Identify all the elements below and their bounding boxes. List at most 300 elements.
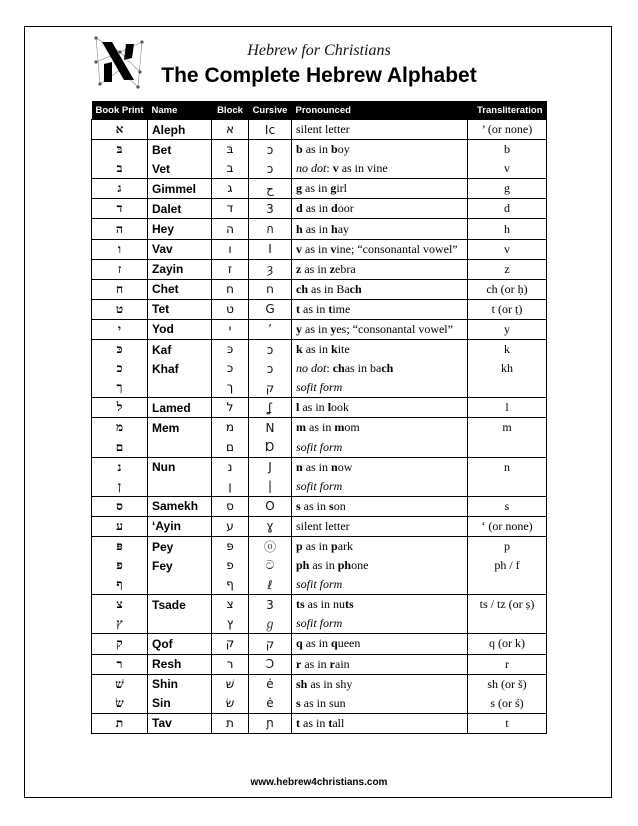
book-print-letter: ם (92, 438, 148, 458)
table-row (92, 279, 547, 299)
transliteration: g (468, 179, 547, 199)
cursive-letter: ȝ (249, 259, 292, 279)
pronunciation-part: k (296, 342, 303, 357)
block-letter: ג (212, 179, 249, 199)
cursive-letter: ℓ (249, 575, 292, 595)
pronunciation-part: d (331, 201, 338, 216)
transliteration: ‘ (or none) (468, 516, 547, 536)
transliteration: z (468, 259, 547, 279)
cursive-letter: J (249, 457, 292, 477)
pronunciation-part: as in (300, 301, 329, 316)
table-row (92, 199, 547, 219)
cursive-letter: ↄ (249, 340, 292, 360)
pronunciation (292, 120, 468, 140)
book-print-letter: ת (92, 713, 148, 733)
pronunciation-part: as in Ba (308, 281, 350, 296)
pronunciation-part: ain (335, 656, 350, 671)
block-letter: ו (212, 239, 249, 259)
letter-name: Khaf (148, 359, 212, 378)
cursive-letter: ↄ (249, 159, 292, 179)
block-letter: ת (212, 713, 249, 733)
pronunciation (292, 438, 468, 458)
block-letter: ם (212, 438, 249, 458)
table-row (92, 239, 547, 259)
pronunciation-part: as in (302, 201, 332, 216)
transliteration: v (468, 159, 547, 179)
cursive-letter: ’ (249, 319, 292, 339)
pronunciation-part: h (296, 221, 303, 236)
pronunciation (292, 179, 468, 199)
pronunciation-part: : (326, 361, 333, 376)
site-title: Hebrew for Christians (247, 42, 391, 59)
pronunciation-part: on (333, 498, 346, 513)
transliteration (468, 477, 547, 497)
pronunciation-part: s (296, 498, 301, 513)
letter-name (148, 438, 212, 458)
book-print-letter: ך (92, 378, 148, 398)
block-letter: ד (212, 199, 249, 219)
pronunciation-part: as in (300, 498, 330, 513)
table-row (92, 299, 547, 319)
pronunciation-part: ueen (337, 636, 361, 651)
block-letter: פ (212, 556, 249, 575)
table-row (92, 259, 547, 279)
pronunciation (292, 140, 468, 160)
block-letter: ף (212, 575, 249, 595)
pronunciation (292, 477, 468, 497)
pronunciation (292, 496, 468, 516)
col-header-pronounced: Pronounced (292, 101, 468, 120)
pronunciation (292, 199, 468, 219)
book-print-letter: פ (92, 556, 148, 575)
letter-name: Dalet (148, 199, 212, 219)
table-row (92, 713, 547, 733)
letter-name: Vet (148, 159, 212, 179)
cursive-letter: N (249, 418, 292, 438)
pronunciation (292, 418, 468, 438)
book-print-letter: ג (92, 179, 148, 199)
letter-name: Tav (148, 713, 212, 733)
cursive-letter: ↄ (249, 359, 292, 378)
cursive-letter: ė (249, 674, 292, 694)
cursive-letter: G (249, 299, 292, 319)
cursive-letter: | (249, 477, 292, 497)
transliteration: n (468, 457, 547, 477)
letter-name (148, 614, 212, 634)
table-row (92, 556, 547, 575)
book-print-letter: כּ (92, 340, 148, 360)
block-letter: ח (212, 279, 249, 299)
book-print-letter: כ (92, 359, 148, 378)
pronunciation-part: as in (302, 241, 331, 256)
letter-name: ‘Ayin (148, 516, 212, 536)
block-letter: ל (212, 398, 249, 418)
pronunciation-part: p (331, 539, 338, 554)
transliteration (468, 575, 547, 595)
pronunciation (292, 319, 468, 339)
pronunciation-part: r (296, 656, 302, 671)
pronunciation-part: k (331, 342, 338, 357)
pronunciation-part: ark (337, 539, 354, 554)
letter-name: Shin (148, 674, 212, 694)
block-letter: פּ (212, 536, 249, 556)
pronunciation (292, 398, 468, 418)
table-row (92, 120, 547, 140)
pronunciation-part: y (330, 321, 337, 336)
book-print-letter: ן (92, 477, 148, 497)
letter-name: Chet (148, 279, 212, 299)
block-letter: ק (212, 634, 249, 654)
table-row (92, 516, 547, 536)
book-print-letter: ח (92, 279, 148, 299)
pronunciation (292, 359, 468, 378)
pronunciation-part: as in (302, 221, 332, 236)
block-letter: צ (212, 595, 249, 615)
book-print-letter: ה (92, 219, 148, 239)
pronunciation-part: z (329, 261, 335, 276)
pronunciation-part: q (296, 636, 303, 651)
cursive-letter: ח (249, 279, 292, 299)
transliteration: s (or ś) (468, 694, 547, 714)
pronunciation-part: ch (332, 361, 345, 376)
cursive-letter: 3 (249, 595, 292, 615)
pronunciation-part: as in (302, 321, 331, 336)
pronunciation-part: no dot (296, 161, 327, 176)
pronunciation-part: ine; “consonantal vowel” (336, 241, 458, 256)
letter-name (148, 575, 212, 595)
letter-name: Resh (148, 654, 212, 674)
pronunciation-part: ch (296, 281, 308, 296)
letter-name: Pey (148, 536, 212, 556)
cursive-letter: I (249, 239, 292, 259)
pronunciation-part: ch (381, 361, 394, 376)
pronunciation-part: no dot (296, 361, 327, 376)
col-header-block: Block (212, 101, 249, 120)
pronunciation-part: as in (306, 420, 335, 435)
cursive-letter: ɲ (249, 713, 292, 733)
pronunciation-part: as in (302, 181, 331, 196)
block-letter: ז (212, 259, 249, 279)
table-row (92, 140, 547, 160)
table-row (92, 378, 547, 398)
pronunciation-part: om (344, 420, 360, 435)
alphabet-table (91, 101, 547, 734)
block-letter: כ (212, 359, 249, 378)
transliteration: l (468, 398, 547, 418)
transliteration: b (468, 140, 547, 160)
book-print-letter: ז (92, 259, 148, 279)
pronunciation (292, 239, 468, 259)
block-letter: ע (212, 516, 249, 536)
table-row (92, 694, 547, 714)
letter-name: Samekh (148, 496, 212, 516)
pronunciation (292, 614, 468, 634)
pronunciation-part: sofit form (296, 439, 343, 454)
transliteration: r (468, 654, 547, 674)
cursive-letter: ℊ (249, 614, 292, 634)
pronunciation-part: as in (302, 459, 332, 474)
pronunciation-part: as in (301, 261, 330, 276)
book-print-letter: מ (92, 418, 148, 438)
pronunciation-part: t (328, 301, 333, 316)
table-header-row (92, 101, 547, 120)
pronunciation (292, 516, 468, 536)
pronunciation-part: as in (302, 539, 332, 554)
book-print-letter: ב (92, 159, 148, 179)
pronunciation-part: ch (349, 281, 362, 296)
pronunciation-part: m (296, 420, 306, 435)
table-row (92, 634, 547, 654)
pronunciation-part: l (327, 400, 332, 415)
table-row (92, 418, 547, 438)
cursive-letter: ʆ (249, 398, 292, 418)
pronunciation-part: as in (299, 400, 328, 415)
block-letter: א (212, 120, 249, 140)
pronunciation (292, 219, 468, 239)
pronunciation-part: h (331, 221, 338, 236)
pronunciation (292, 536, 468, 556)
pronunciation-part: t (328, 715, 333, 730)
pronunciation-part: sofit form (296, 478, 343, 493)
pronunciation-part: sofit form (296, 577, 343, 592)
transliteration (468, 614, 547, 634)
block-letter: ך (212, 378, 249, 398)
pronunciation-part: all (332, 715, 345, 730)
pronunciation-part: n (296, 459, 303, 474)
pronunciation-part: z (296, 261, 302, 276)
pronunciation-part: r (329, 656, 335, 671)
table-row (92, 159, 547, 179)
table-row (92, 359, 547, 378)
letter-name: Tsade (148, 595, 212, 615)
pronunciation-part: b (331, 142, 338, 157)
block-letter: ר (212, 654, 249, 674)
pronunciation-part: v (296, 241, 302, 256)
pronunciation-part: as in (300, 715, 329, 730)
block-letter: ס (212, 496, 249, 516)
pronunciation-part: d (296, 201, 303, 216)
col-header-cursive: Cursive (249, 101, 292, 120)
col-header-transliteration: Transliteration (468, 101, 547, 120)
pronunciation-part: g (330, 181, 337, 196)
pronunciation-part: t (296, 301, 300, 316)
transliteration: y (468, 319, 547, 339)
block-letter: כּ (212, 340, 249, 360)
book-print-letter: צ (92, 595, 148, 615)
pronunciation-part: ts (345, 597, 354, 612)
transliteration (468, 438, 547, 458)
transliteration: q (or k) (468, 634, 547, 654)
pronunciation-part: as in sun (300, 695, 346, 710)
block-letter: נ (212, 457, 249, 477)
pronunciation-part: sofit form (296, 380, 343, 395)
transliteration: d (468, 199, 547, 219)
pronunciation (292, 299, 468, 319)
table-row (92, 477, 547, 497)
block-letter: ה (212, 219, 249, 239)
pronunciation-part: one (351, 558, 369, 573)
transliteration: h (468, 219, 547, 239)
letter-name: Vav (148, 239, 212, 259)
block-letter: ן (212, 477, 249, 497)
pronunciation-part: m (334, 420, 345, 435)
block-letter: ב (212, 159, 249, 179)
col-header-book-print: Book Print (92, 101, 148, 120)
transliteration: s (468, 496, 547, 516)
pronunciation-part: p (296, 539, 303, 554)
book-print-letter: ס (92, 496, 148, 516)
letter-name: Yod (148, 319, 212, 339)
pronunciation (292, 694, 468, 714)
pronunciation-part: ow (337, 459, 353, 474)
book-print-letter: ק (92, 634, 148, 654)
table-row (92, 219, 547, 239)
transliteration: t (468, 713, 547, 733)
transliteration: p (468, 536, 547, 556)
pronunciation-part: irl (336, 181, 348, 196)
transliteration: kh (468, 359, 547, 378)
pronunciation-part: oy (337, 142, 350, 157)
book-print-letter: בּ (92, 140, 148, 160)
book-print-letter: נ (92, 457, 148, 477)
pronunciation-part: l (296, 400, 300, 415)
book-print-letter: ף (92, 575, 148, 595)
block-letter: שׁ (212, 674, 249, 694)
pronunciation-part: es; “consonantal vowel” (336, 321, 453, 336)
pronunciation (292, 159, 468, 179)
book-print-letter: ע (92, 516, 148, 536)
cursive-letter: ɣ (249, 516, 292, 536)
letter-name: Tet (148, 299, 212, 319)
cursive-letter: ק (249, 378, 292, 398)
pronunciation-part: sofit form (296, 616, 343, 631)
book-print-letter: שׂ (92, 694, 148, 714)
letter-name: Hey (148, 219, 212, 239)
pronunciation-part: silent letter (296, 518, 350, 533)
transliteration: ph / f (468, 556, 547, 575)
block-letter: ץ (212, 614, 249, 634)
pronunciation-part: s (329, 498, 334, 513)
block-letter: שׂ (212, 694, 249, 714)
pronunciation-part: ite (337, 342, 350, 357)
table-row (92, 179, 547, 199)
book-print-letter: ט (92, 299, 148, 319)
book-print-letter: ר (92, 654, 148, 674)
letter-name: Aleph (148, 120, 212, 140)
cursive-letter: Ɔ (249, 654, 292, 674)
transliteration: sh (or š) (468, 674, 547, 694)
table-row (92, 536, 547, 556)
pronunciation-part: s (296, 695, 301, 710)
pronunciation (292, 713, 468, 733)
pronunciation-part: t (296, 715, 300, 730)
book-print-letter: א (92, 120, 148, 140)
letter-name: Gimmel (148, 179, 212, 199)
pronunciation (292, 378, 468, 398)
pronunciation-part: ime (332, 301, 351, 316)
transliteration: m (468, 418, 547, 438)
cursive-letter: ⓞ (249, 536, 292, 556)
pronunciation (292, 674, 468, 694)
block-letter: י (212, 319, 249, 339)
block-letter: ט (212, 299, 249, 319)
transliteration: v (468, 239, 547, 259)
table-row (92, 575, 547, 595)
pronunciation-part: v (330, 241, 337, 256)
pronunciation-part: as in (302, 142, 332, 157)
pronunciation-part: ts (296, 597, 305, 612)
book-print-letter: ץ (92, 614, 148, 634)
book-print-letter: ד (92, 199, 148, 219)
block-letter: בּ (212, 140, 249, 160)
table-row (92, 654, 547, 674)
cursive-letter: Ic (249, 120, 292, 140)
letter-name: Zayin (148, 259, 212, 279)
pronunciation-part: sh (296, 676, 308, 691)
transliteration: ch (or ḥ) (468, 279, 547, 299)
pronunciation (292, 654, 468, 674)
pronunciation-part: as in vine (338, 161, 388, 176)
book-print-letter: ל (92, 398, 148, 418)
pronunciation (292, 634, 468, 654)
pronunciation-part: ook (331, 400, 350, 415)
pronunciation (292, 575, 468, 595)
pronunciation (292, 259, 468, 279)
cursive-letter: O (249, 496, 292, 516)
letter-name: Kaf (148, 340, 212, 360)
page-title: The Complete Hebrew Alphabet (161, 64, 477, 87)
pronunciation-part: as in (302, 636, 332, 651)
transliteration: ’ (or none) (468, 120, 547, 140)
letter-name: Mem (148, 418, 212, 438)
pronunciation-part: : (326, 161, 333, 176)
pronunciation (292, 457, 468, 477)
cursive-letter: ק (249, 634, 292, 654)
pronunciation-part: as in nu (304, 597, 346, 612)
table-row (92, 496, 547, 516)
pronunciation-part: v (332, 161, 339, 176)
col-header-name: Name (148, 101, 212, 120)
pronunciation-part: as in shy (307, 676, 353, 691)
pronunciation-part: silent letter (296, 122, 350, 137)
letter-name (148, 378, 212, 398)
table-row (92, 340, 547, 360)
pronunciation-part: oor (337, 201, 354, 216)
letter-name: Lamed (148, 398, 212, 418)
letter-name: Fey (148, 556, 212, 575)
cursive-letter: ė (249, 694, 292, 714)
table-row (92, 614, 547, 634)
transliteration: ts / tz (or ṣ) (468, 595, 547, 615)
table-row (92, 438, 547, 458)
pronunciation-part: q (331, 636, 338, 651)
pronunciation-part: ph (296, 558, 310, 573)
table-row (92, 319, 547, 339)
transliteration (468, 378, 547, 398)
table-row (92, 398, 547, 418)
cursive-letter: ↄ (249, 140, 292, 160)
pronunciation-part: as in (301, 656, 330, 671)
book-print-letter: ו (92, 239, 148, 259)
website-url: www.hebrew4christians.com (250, 777, 388, 788)
table-row (92, 595, 547, 615)
pronunciation-part: as in ba (344, 361, 382, 376)
cursive-letter: 3 (249, 199, 292, 219)
pronunciation-part: ebra (335, 261, 356, 276)
block-letter: מ (212, 418, 249, 438)
pronunciation-part: as in (302, 342, 332, 357)
pronunciation (292, 595, 468, 615)
